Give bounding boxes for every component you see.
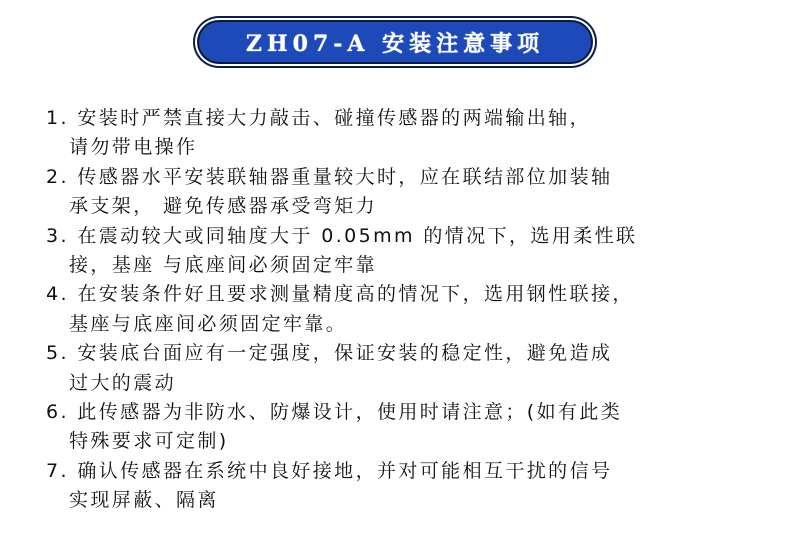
note-item-5: [46, 339, 766, 398]
page-title: ZH07-A 安装注意事项: [199, 22, 591, 62]
title-container: [0, 22, 790, 62]
note-item-1: [46, 104, 766, 163]
note-line-continued: 特殊要求可定制): [69, 430, 229, 453]
note-line-continued: 承支架， 避免传感器承受弯矩力: [69, 195, 378, 218]
notes-list: [46, 104, 766, 515]
note-line-continued: 请勿带电操作: [69, 136, 198, 159]
note-item-7: [46, 457, 766, 516]
note-line: 1. 安装时严禁直接大力敲击、碰撞传感器的两端输出轴，: [46, 107, 591, 129]
note-line: 7. 确认传感器在系统中良好接地，并对可能相互干扰的信号: [46, 459, 613, 482]
note-line: 6. 此传感器为非防水、防爆设计，使用时请注意；(如有此类: [46, 400, 623, 423]
note-item-2: [46, 163, 766, 222]
note-line-continued: 基座与底座间必须固定牢靠。: [69, 312, 348, 335]
note-item-3: [46, 222, 766, 281]
note-item-4: [46, 280, 766, 339]
note-line: 3. 在震动较大或同轴度大于 0.05mm 的情况下，选用柔性联: [46, 224, 638, 247]
note-line-continued: 接，基座 与底座间必须固定牢靠: [69, 253, 378, 276]
note-line-continued: 过大的震动: [69, 371, 177, 394]
note-line: 5. 安装底台面应有一定强度，保证安装的稳定性，避免造成: [46, 342, 613, 365]
note-line-continued: 实现屏蔽、隔离: [69, 489, 219, 512]
note-line: 4. 在安装条件好且要求测量精度高的情况下，选用钢性联接，: [46, 283, 634, 306]
note-item-6: [46, 398, 766, 457]
note-line: 2. 传感器水平安装联轴器重量较大时，应在联结部位加装轴: [46, 165, 613, 188]
